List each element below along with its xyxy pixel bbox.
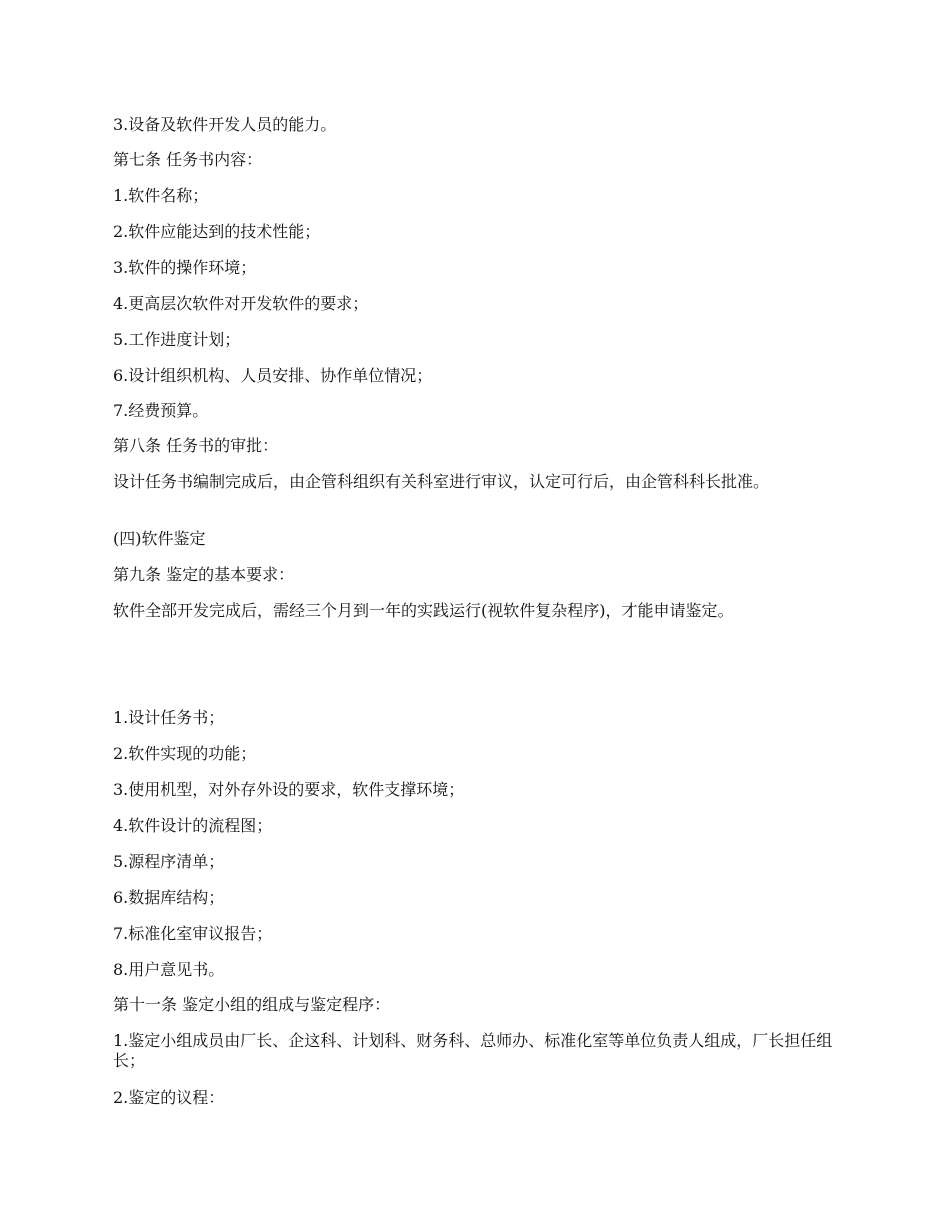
list-item: 6.设计组织机构、人员安排、协作单位情况；	[113, 366, 433, 385]
section-heading: 第九条 鉴定的基本要求：	[113, 565, 295, 584]
paragraph: 3.设备及软件开发人员的能力。	[113, 115, 337, 134]
list-item: 7.经费预算。	[113, 401, 209, 420]
list-item: 2.软件应能达到的技术性能；	[113, 222, 321, 241]
list-item: 5.工作进度计划；	[113, 330, 241, 349]
section-heading: 第十一条 鉴定小组的组成与鉴定程序：	[113, 995, 391, 1014]
list-item: 6.数据库结构；	[113, 888, 225, 907]
list-item: 3.使用机型，对外存外设的要求，软件支撑环境；	[113, 780, 465, 799]
list-item: 4.软件设计的流程图；	[113, 816, 273, 835]
paragraph: 设计任务书编制完成后，由企管科组织有关科室进行审议，认定可行后，由企管科科长批准。	[113, 472, 770, 491]
section-heading: 第七条 任务书内容：	[113, 150, 263, 169]
list-item: 7.标准化室审议报告；	[113, 924, 273, 943]
list-item: 8.用户意见书。	[113, 960, 225, 979]
paragraph: 软件全部开发完成后，需经三个月到一年的实践运行(视软件复杂程序)，才能申请鉴定。	[113, 601, 734, 620]
list-item: 2.鉴定的议程：	[113, 1088, 225, 1107]
list-item: 5.源程序清单；	[113, 852, 225, 871]
list-item: 1.软件名称；	[113, 186, 209, 205]
list-item: 3.软件的操作环境；	[113, 258, 257, 277]
list-item: 1.鉴定小组成员由厂长、企这科、计划科、财务科、总师办、标准化室等单位负责人组成，厂长担任组长；	[113, 1031, 833, 1070]
list-item: 1.设计任务书；	[113, 708, 225, 727]
section-heading: 第八条 任务书的审批：	[113, 436, 279, 455]
section-heading: (四)软件鉴定	[113, 529, 206, 548]
list-item: 4.更高层次软件对开发软件的要求；	[113, 294, 369, 313]
list-item: 2.软件实现的功能；	[113, 744, 257, 763]
